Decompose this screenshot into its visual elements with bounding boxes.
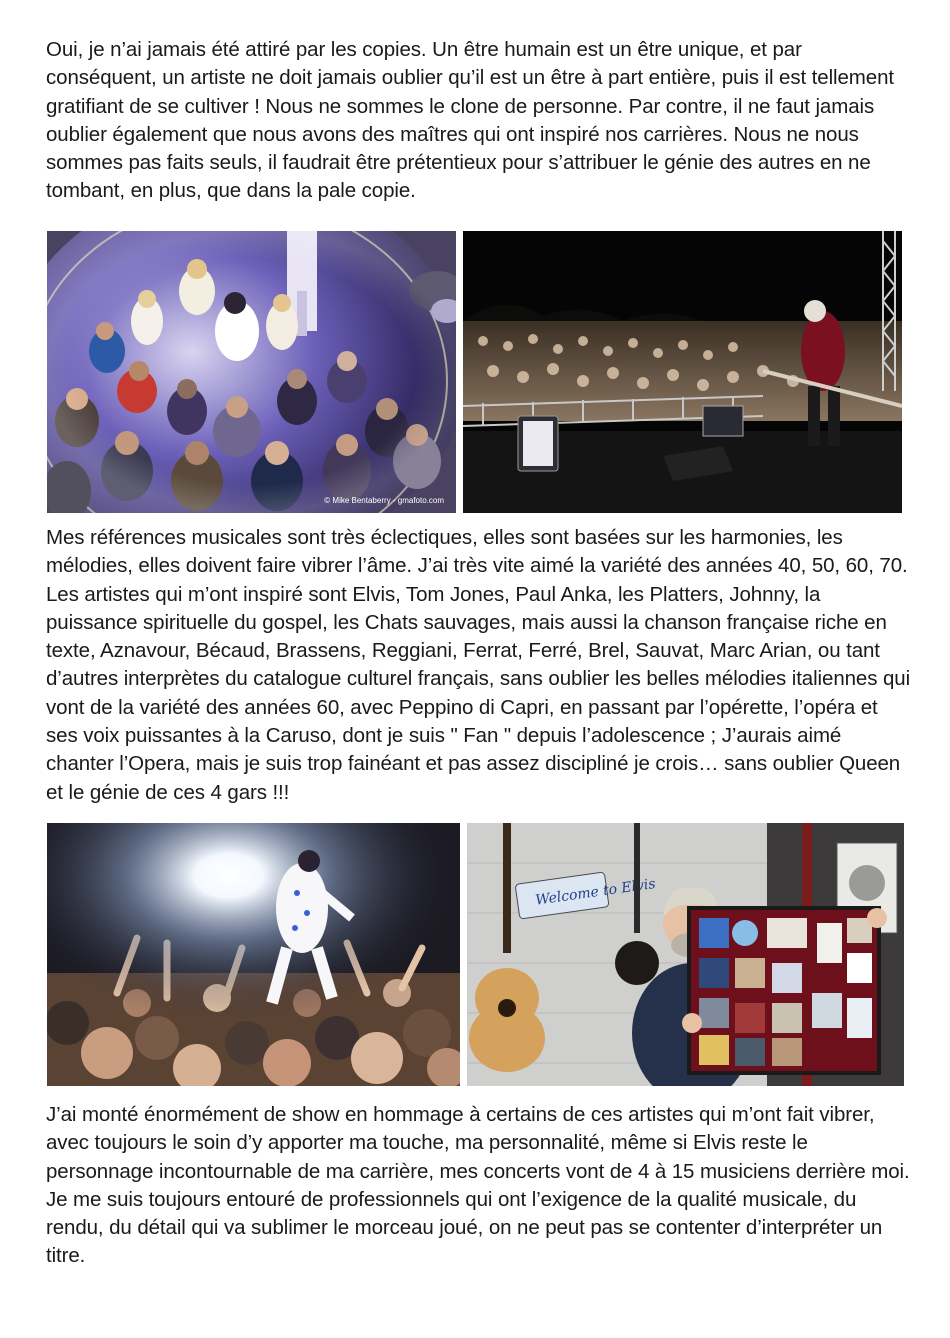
photo-elvis-crowd-stage xyxy=(47,231,456,513)
photo-elvis-performer-flash xyxy=(47,823,460,1086)
welcome-sign-text: Welcome to Elvis xyxy=(534,875,657,909)
photo-guitars-framed-records xyxy=(467,823,904,1086)
paragraph-references: Mes références musicales sont très éclectiques, elles sont basées sur les harmonies, les mélodies, elles doivent faire vibrer l’âme. J’ai très vite aimé la variété des années 40, 50, 60, 70. Les artistes qui m’ont inspiré sont Elvis, Tom Jones, Paul Anka, les Platters, Johnny, la puissance spirituelle du gospel, les Chats sauvages, mais aussi la chanson française riche en texte, Aznavour, Bécaud, Brassens, Reggiani, Ferrat, Ferré, Brel, Sauvat, Marc Arian, ou tant d’autres interprètes du catalogue culturel français, sans oublier les belles mélodies italiennes qui vont de la variété des années 60, avec Peppino di Capri, en passant par l’opérette, l’opéra et ses voix puissantes à la Caruso, dont je suis " Fan " depuis l’adolescence ; J’aurais aimé chanter l’Opera, mais je suis trop fainéant et pas assez discipliné je crois… sans oublier Queen et le génie de ces 4 gars !!! xyxy=(46,526,911,804)
paragraph-intro: Oui, je n’ai jamais été attiré par les copies. Un être humain est un être unique, et par conséquent, un artiste ne doit jamais oublier qu’il est un être à part entière, puis il est tellement gratifiant de se cultiver ! Nous ne sommes le clone de personne. Par contre, il ne faut jamais oublier également que nous avons des maîtres qui ont inspiré nos carrières. Nous ne nous sommes pas faits seuls, il faudrait être prétentieux pour s’attribuer le génie des autres en ne tombant, en plus, que dans la pale copie. xyxy=(46,38,894,203)
photo-outdoor-concert-crowd xyxy=(463,231,902,513)
photo-credit: © Mike Bentaberry - gmafoto.com xyxy=(324,496,444,505)
paragraph-shows: J’ai monté énormément de show en hommage à certains de ces artistes qui m’ont fait vibrer, avec toujours le soin d’y apporter ma touche, ma personnalité, même si Elvis reste le personnage incontournable de ma carrière, mes concerts vont de 4 à 15 musiciens derrière moi. Je me suis toujours entouré de professionnels qui ont l’exigence de la qualité musicale, du rendu, du détail qui va sublimer le morceau joué, on ne peut pas se contenter d’interpréter un titre. xyxy=(46,1103,910,1268)
